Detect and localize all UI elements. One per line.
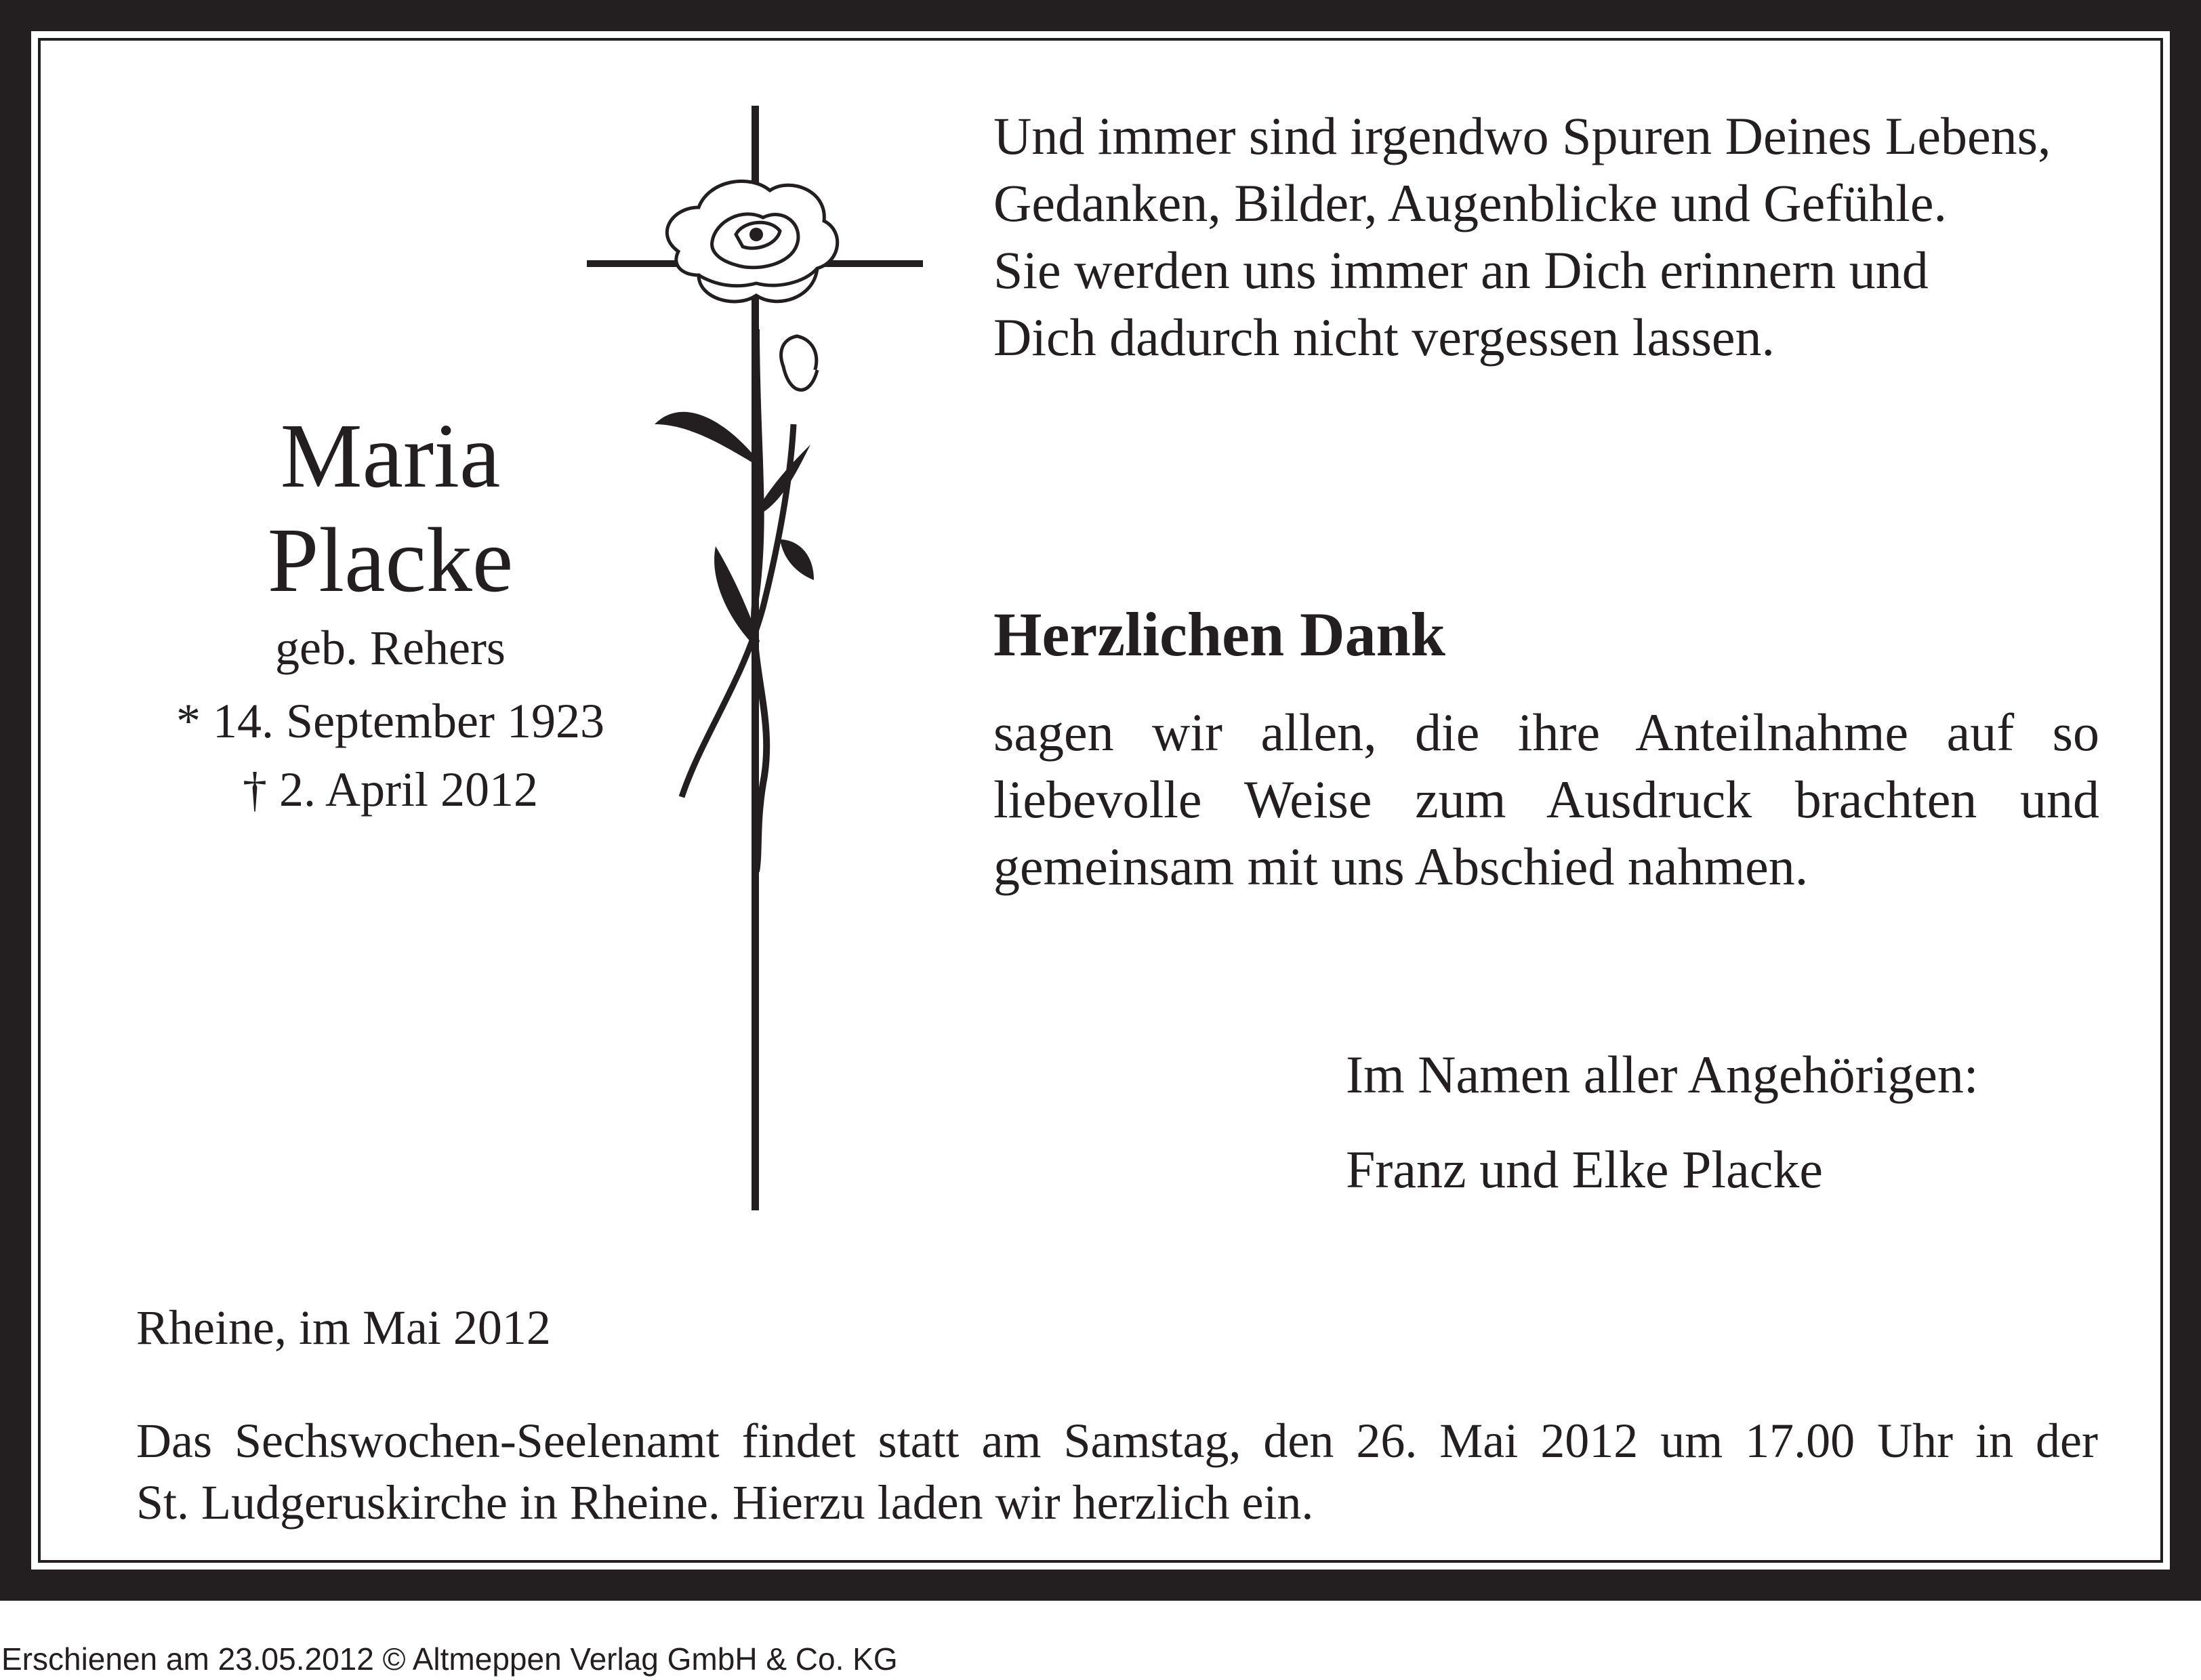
poem-line: Sie werden uns immer an Dich erinnern und <box>993 241 1929 300</box>
thanks-line: gemeinsam mit uns Abschied nahmen. <box>993 837 1809 896</box>
memorial-poem <box>993 102 2051 371</box>
signoff-block <box>1346 1027 1979 1217</box>
thanks-line: sagen wir allen, die ihre Anteilnahme auf so <box>993 703 2099 762</box>
service-line: Das Sechswochen-Seelenamt findet statt am Samstag, den 26. Mai 2012 um 17.00 Uhr in der <box>136 1414 2098 1468</box>
place-date: Rheine, im Mai 2012 <box>136 1300 551 1355</box>
thanks-line: liebevolle Weise zum Ausdruck brachten und <box>993 770 2099 829</box>
thanks-text <box>993 699 2099 900</box>
cross-with-rose-icon <box>553 106 946 1210</box>
publication-credit: Erschienen am 23.05.2012 © Altmeppen Verlag GmbH & Co. KG <box>1 1641 898 1677</box>
obituary-card <box>31 31 2170 1570</box>
maiden-name: geb. Rehers <box>275 621 506 675</box>
death-date: † 2. April 2012 <box>242 762 538 817</box>
signoff-line: Im Namen aller Angehörigen: <box>1346 1045 1979 1104</box>
poem-line: Gedanken, Bilder, Augenblicke und Gefühle. <box>993 173 1947 232</box>
poem-line: Dich dadurch nicht vergessen lassen. <box>993 308 1775 367</box>
thanks-heading: Herzlichen Dank <box>993 600 1445 669</box>
service-announcement <box>136 1410 2098 1534</box>
service-line: St. Ludgeruskirche in Rheine. Hierzu laden wir herzlich ein. <box>136 1475 1314 1530</box>
poem-line: Und immer sind irgendwo Spuren Deines Lebens, <box>993 106 2051 165</box>
family-names: Franz und Elke Placke <box>1346 1140 1823 1199</box>
deceased-first-name: Maria <box>280 405 501 507</box>
birth-date: * 14. September 1923 <box>176 694 604 748</box>
deceased-last-name: Placke <box>267 510 514 611</box>
